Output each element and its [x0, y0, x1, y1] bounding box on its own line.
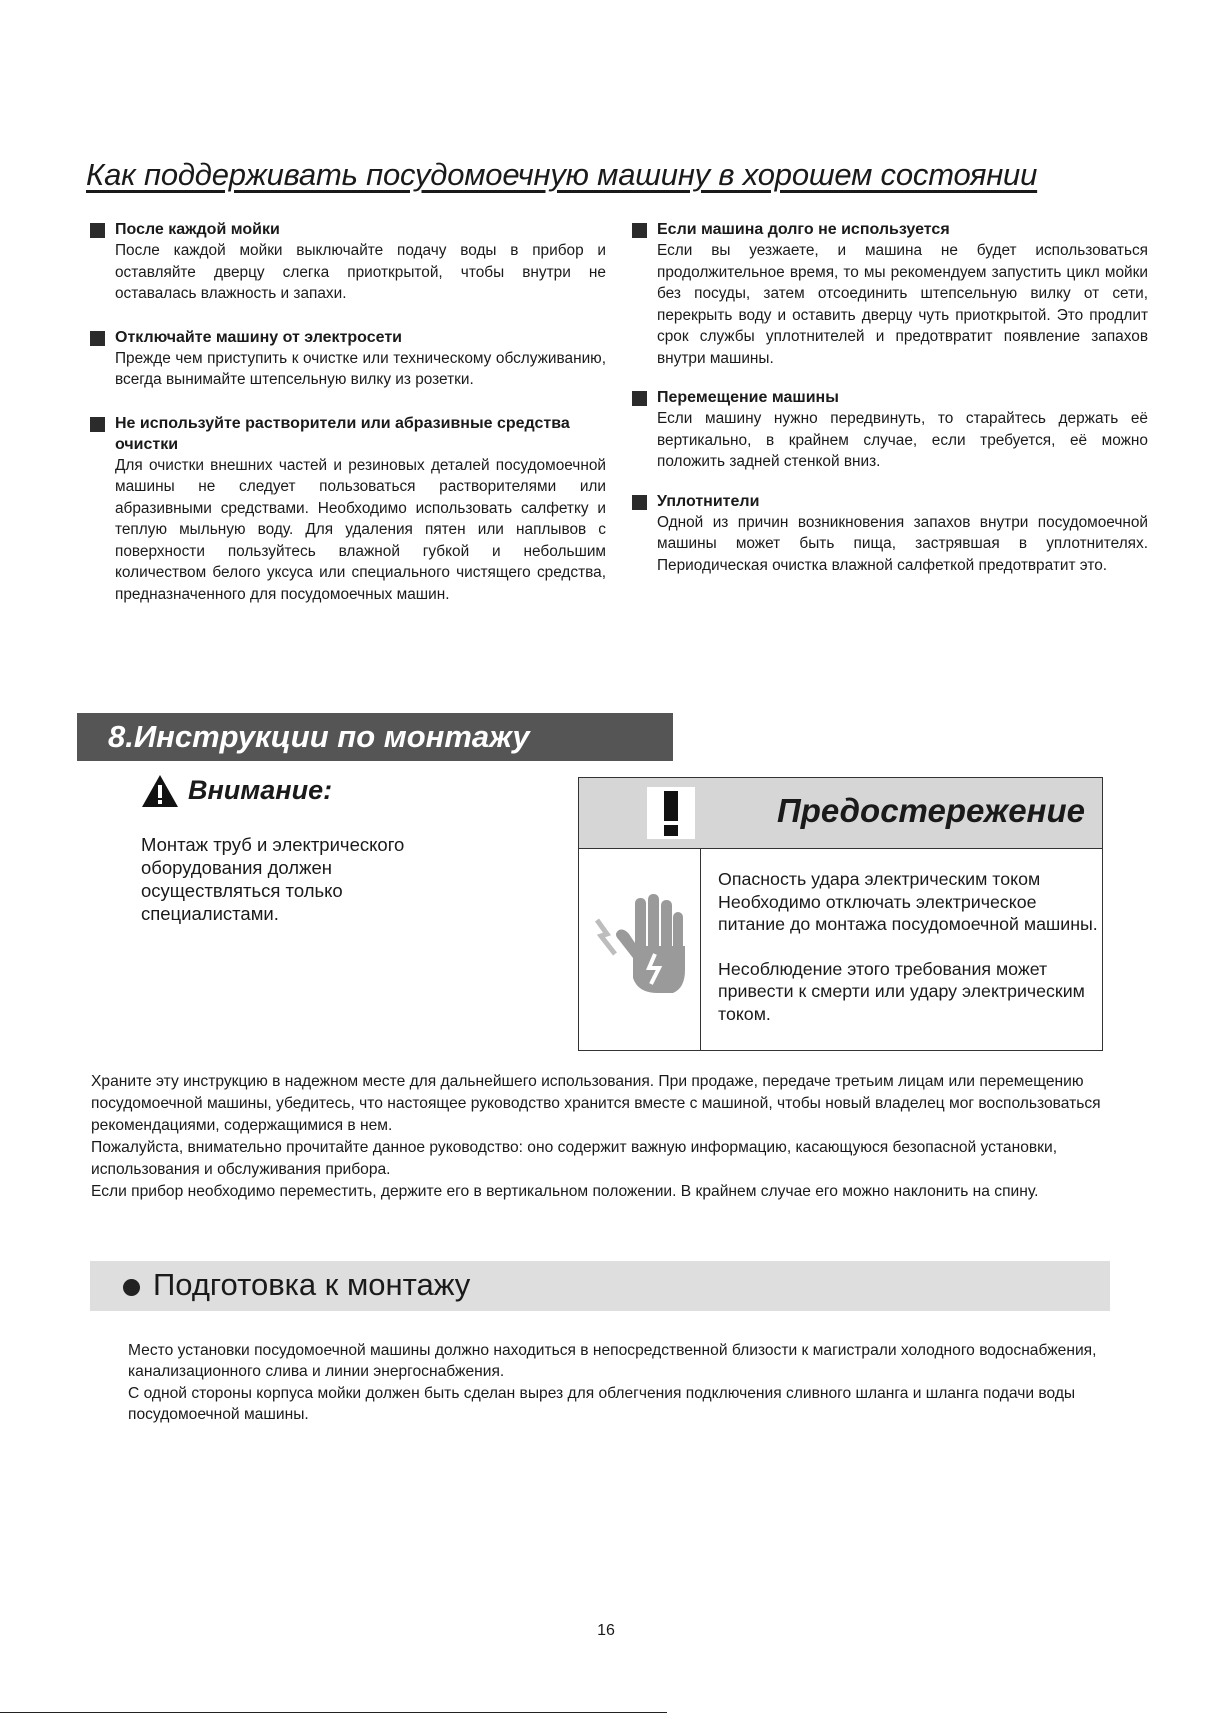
paragraph: Если прибор необходимо переместить, держите его в вертикальном положении. В крайнем случае его можно наклонить на спину.: [91, 1183, 1039, 1200]
warning-triangle-icon: [141, 774, 179, 808]
section-title: Отключайте машину от электросети: [115, 328, 402, 346]
section-text: Если машину нужно передвинуть, то старайтесь держать её вертикально, в крайнем случае, если требуется, её можно положить задней стенкой вниз.: [657, 410, 1148, 470]
square-bullet-icon: [90, 331, 105, 346]
section-title: Перемещение машины: [657, 389, 839, 406]
attention-text: Монтаж труб и электрического оборудования должен осуществляться только специалистами.: [141, 834, 405, 924]
caution-box: [578, 777, 1103, 1051]
section-disconnect-power: [90, 327, 606, 391]
section-no-solvents: [90, 413, 606, 606]
section-text: Если вы уезжаете, и машина не будет использоваться продолжительное время, то мы рекомендуем запустить цикл мойки без посуды, затем отсоединить штепсельную вилку от сети, перекрыть воду и оставить дверцу чуть приоткрытой. Это продлит срок службы уплотнителей и предотвратит появление запахов внутри машины.: [657, 242, 1148, 367]
caution-title: Предостережение: [777, 792, 1085, 829]
section-text: Прежде чем приступить к очистке или техническому обслуживанию, всегда вынимайте штепсельную вилку из розетки.: [115, 349, 606, 388]
section-title: Уплотнители: [657, 492, 760, 510]
section-after-wash: [90, 219, 606, 305]
page-title: Как поддерживать посудомоечную машину в хорошем состоянии: [86, 157, 1038, 192]
caution-header: [579, 778, 1102, 849]
section-title: После каждой мойки: [115, 221, 280, 238]
square-bullet-icon: [632, 391, 647, 406]
electric-shock-hand-icon: [593, 888, 693, 998]
preparation-header: [90, 1261, 1110, 1311]
section-text: Одной из причин возникновения запахов внутри посудомоечной машины может быть пища, застрявшая в уплотнителях. Периодическая очистка влажной салфеткой предотвратит это.: [657, 513, 1148, 574]
section-text: Для очистки внешних частей и резиновых деталей посудомоечной машины не следует пользоваться растворителями или абразивными средствами. Необходимо использовать салфетку и теплую мыльную воду. Для удаления пятен или наплывов с поверхности пользуйтесь влажной губкой и небольшим количеством белого уксуса или специального чистящего средства, предназначенного для посудомоечных машин.: [115, 456, 606, 603]
section-long-unused: [632, 219, 1148, 369]
page-number: 16: [597, 1622, 615, 1639]
caution-text-2: Несоблюдение этого требования может привести к смерти или удару электрическим током.: [718, 958, 1085, 1024]
section-seals: [632, 491, 1148, 577]
caution-illustration: [579, 848, 701, 1050]
square-bullet-icon: [632, 223, 647, 238]
preparation-title: Подготовка к монтажу: [153, 1267, 471, 1302]
preparation-text-2: С одной стороны корпуса мойки должен быть сделан вырез для облегчения подключения сливного шланга и шланга подачи воды посудомоечной машины.: [128, 1385, 1076, 1423]
square-bullet-icon: [90, 223, 105, 238]
paragraph: Храните эту инструкцию в надежном месте для дальнейшего использования. При продаже, передаче третьим лицам или перемещению посудомоечной машины, убедитесь, что настоящее руководство хранится вместе с машиной, чтобы новый владелец мог воспользоваться рекомендациями, содержащимися в нем.: [91, 1073, 1101, 1134]
square-bullet-icon: [632, 495, 647, 510]
caution-text-1: Опасность удара электрическим током Необходимо отключать электрическое питание до монтажа посудомоечной машины.: [718, 869, 1098, 934]
attention-title: Внимание:: [188, 775, 333, 805]
section-title: Не используйте растворители или абразивные средства очистки: [115, 414, 570, 453]
preparation-text-1: Место установки посудомоечной машины должно находиться в непосредственной близости к магистрали холодного водоснабжения, канализационного слива и линии энергоснабжения.: [128, 1342, 1097, 1380]
square-bullet-icon: [90, 417, 105, 432]
exclamation-icon: [647, 787, 695, 839]
section-title: Если машина долго не используется: [657, 221, 950, 238]
section-moving-machine: [632, 387, 1148, 473]
chapter-header: 8.Инструкции по монтажу: [77, 713, 673, 761]
section-text: После каждой мойки выключайте подачу воды в прибор и оставляйте дверцу слегка приоткрытой, чтобы внутри не оставалась влажность и запахи.: [115, 242, 606, 302]
paragraph: Пожалуйста, внимательно прочитайте данное руководство: оно содержит важную информацию, касающуюся безопасной установки, использования и обслуживания прибора.: [91, 1139, 1058, 1178]
preparation-text: [128, 1340, 1118, 1425]
storage-paragraphs: [91, 1071, 1121, 1203]
circle-bullet-icon: [123, 1279, 140, 1296]
footer-divider: [0, 1712, 667, 1713]
right-column: [632, 219, 1148, 594]
left-column: [90, 219, 606, 623]
caution-text: [718, 868, 1098, 1025]
